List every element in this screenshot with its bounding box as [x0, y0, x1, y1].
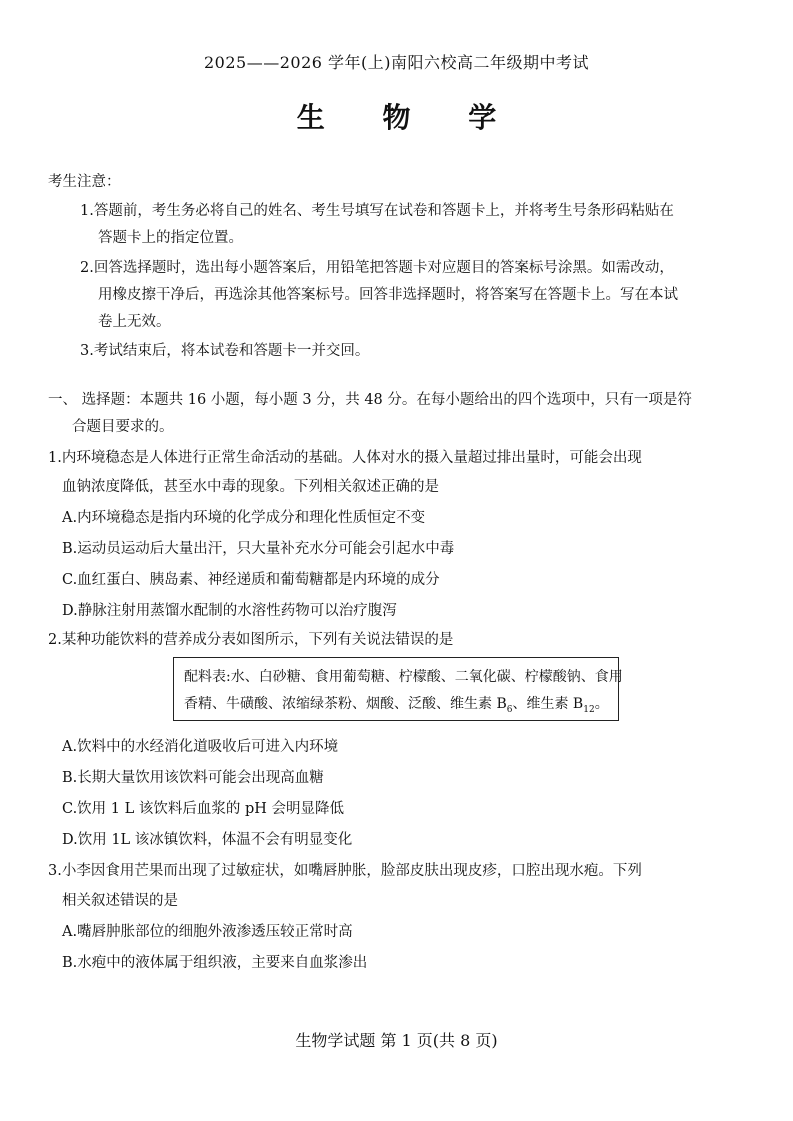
- question-1-stem-line-2: 血钠浓度降低，甚至水中毒的现象。下列相关叙述正确的是: [62, 479, 439, 495]
- page-footer: 生物学试题 第 1 页(共 8 页): [295, 1031, 498, 1050]
- notice-item-2-line-2: 用橡皮擦干净后，再选涂其他答案标号。回答非选择题时，将答案写在答题卡上。写在本试: [98, 287, 678, 303]
- question-1-option-d: D.静脉注射用蒸馏水配制的水溶性药物可以治疗腹泻: [62, 603, 397, 619]
- ingredient-table: [173, 657, 623, 721]
- ingredient-line-2: [184, 694, 609, 720]
- section-1-instructions-line-1: 一、 选择题：本题共 16 小题，每小题 3 分，共 48 分。在每小题给出的四个选项中，只有一项是符: [48, 392, 692, 408]
- question-2-stem: 2.某种功能饮料的营养成分表如图所示，下列有关说法错误的是: [48, 632, 454, 648]
- vitamin-b12-subscript: 12: [583, 704, 595, 715]
- question-1-option-c: C.血红蛋白、胰岛素、神经递质和葡萄糖都是内环境的成分: [62, 572, 440, 588]
- exam-title: 2025——2026 学年(上)南阳六校高二年级期中考试: [203, 53, 589, 72]
- question-3-option-b: B.水疱中的液体属于组织液，主要来自血浆渗出: [62, 955, 368, 971]
- notice-heading: 考生注意：: [48, 174, 121, 190]
- question-2-option-c: C.饮用 1 L 该饮料后血浆的 pH 会明显降低: [62, 801, 345, 817]
- question-2-option-a: A.饮料中的水经消化道吸收后可进入内环境: [62, 739, 339, 755]
- question-2-option-d: D.饮用 1L 该冰镇饮料，体温不会有明显变化: [62, 832, 353, 848]
- question-3-stem-line-1: 3.小李因食用芒果而出现了过敏症状，如嘴唇肿胀，脸部皮肤出现皮疹，口腔出现水疱。下列: [48, 863, 642, 879]
- ingredient-line-2-text: 香精、牛磺酸、浓缩绿茶粉、烟酸、泛酸、维生素 B: [184, 696, 507, 712]
- notice-item-1-line-1: 1.答题前，考生务必将自己的姓名、考生号填写在试卷和答题卡上，并将考生号条形码粘贴在: [80, 203, 674, 219]
- ingredient-line-1: 配料表:水、白砂糖、食用葡萄糖、柠檬酸、二氧化碳、柠檬酸钠、食用: [184, 669, 623, 685]
- question-2-option-b: B.长期大量饮用该饮料可能会出现高血糖: [62, 770, 324, 786]
- notice-item-2-line-3: 卷上无效。: [98, 314, 171, 330]
- notice-item-3: 3.考试结束后，将本试卷和答题卡一并交回。: [80, 343, 370, 359]
- ingredient-line-2-mid: 、维生素 B: [512, 696, 584, 712]
- vitamin-b6-subscript: 6: [506, 704, 513, 715]
- question-1-option-a: A.内环境稳态是指内环境的化学成分和理化性质恒定不变: [62, 510, 426, 526]
- subject-title: 生 物 学: [296, 101, 521, 134]
- question-3-option-a: A.嘴唇肿胀部位的细胞外液渗透压较正常时高: [62, 924, 353, 940]
- section-1-instructions-line-2: 合题目要求的。: [72, 419, 174, 435]
- notice-item-1-line-2: 答题卡上的指定位置。: [98, 230, 243, 246]
- notice-item-2-line-1: 2.回答选择题时，选出每小题答案后，用铅笔把答题卡对应题目的答案标号涂黑。如需改动，: [80, 260, 674, 276]
- question-1-option-b: B.运动员运动后大量出汗，只大量补充水分可能会引起水中毒: [62, 541, 455, 557]
- ingredient-line-2-end: 。: [594, 696, 609, 712]
- question-1-stem-line-1: 1.内环境稳态是人体进行正常生命活动的基础。人体对水的摄入量超过排出量时，可能会出现: [48, 450, 642, 466]
- question-3-stem-line-2: 相关叙述错误的是: [62, 893, 178, 909]
